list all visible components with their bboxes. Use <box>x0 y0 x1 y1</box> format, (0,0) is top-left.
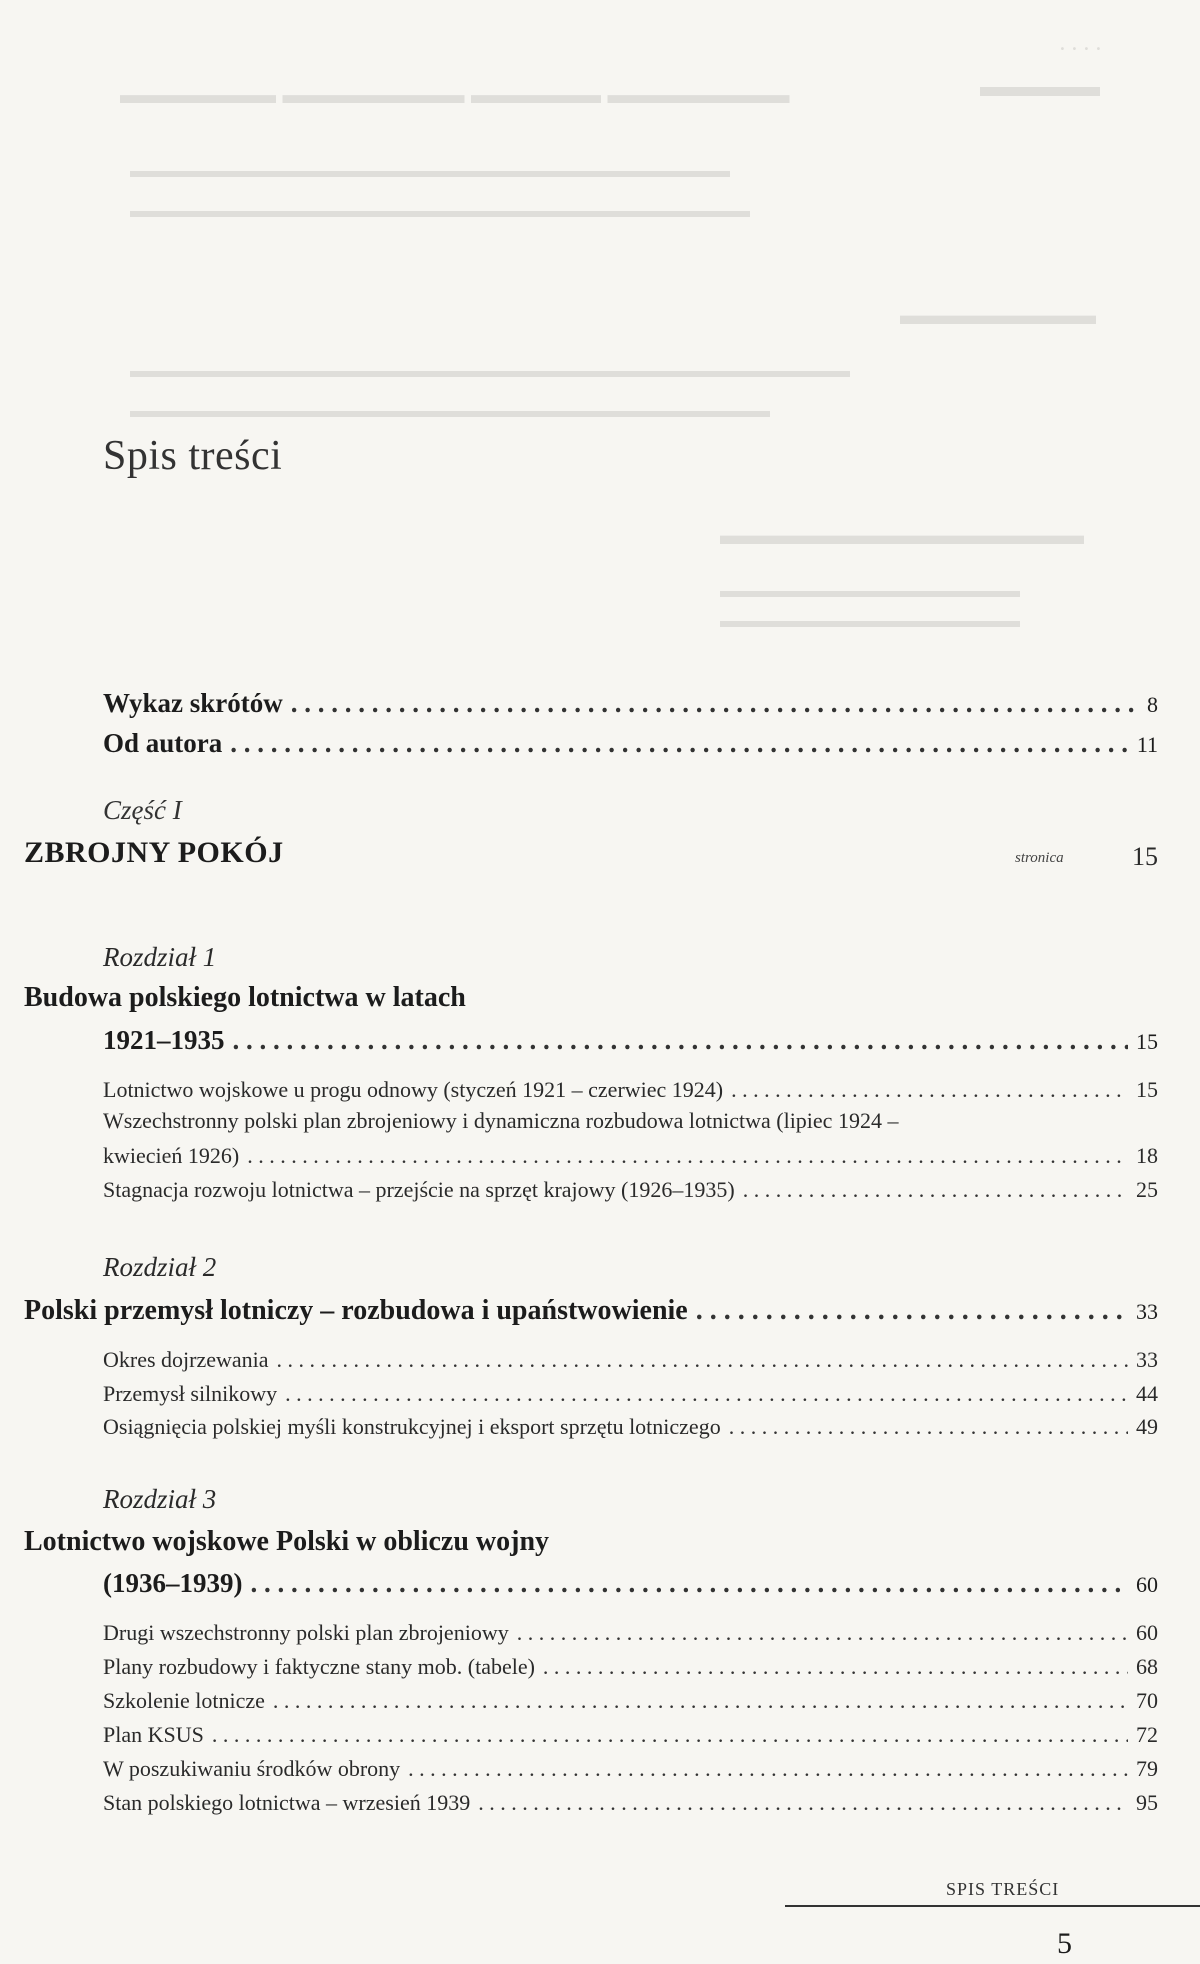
toc-section[interactable] <box>103 1722 1158 1748</box>
dot-leader <box>291 688 1139 719</box>
dot-leader <box>729 1414 1128 1440</box>
section-label: Osiągnięcia polskiej myśli konstrukcyjnej i eksport sprzętu lotniczego <box>103 1414 721 1439</box>
part-page: 15 <box>1132 842 1158 871</box>
section-label: Lotnictwo wojskowe u progu odnowy (styczeń 1921 – czerwiec 1924) <box>103 1077 724 1102</box>
dot-leader <box>247 1143 1128 1169</box>
show-through-background: . . . . ▬▬▬▬ ▬▬▬▬▬▬ ▬▬▬▬▬▬▬ ▬▬▬▬▬ ▬▬▬▬▬▬▬ ▬▬▬▬▬▬▬▬▬▬▬▬▬▬▬▬▬▬▬▬▬▬▬▬▬▬▬▬▬▬ ▬▬▬▬▬▬▬▬▬▬▬▬▬▬▬▬▬▬▬▬▬▬▬▬▬▬▬▬▬▬▬ ▬▬▬▬▬▬▬ ▬▬▬▬▬▬▬▬▬▬▬▬▬▬▬▬▬▬▬▬▬▬▬▬▬▬▬▬▬▬▬▬▬▬▬▬ ▬▬▬▬▬▬▬▬▬▬▬▬▬▬▬▬▬▬▬▬▬▬▬▬▬▬▬▬▬▬▬▬ ▬▬▬▬▬▬▬▬▬▬▬▬▬ ▬▬▬▬▬▬▬▬▬▬▬▬▬▬▬ ▬▬▬▬▬▬▬▬▬▬▬▬▬▬▬ <box>120 30 1102 632</box>
toc-section[interactable] <box>103 1414 1158 1440</box>
toc-section[interactable] <box>103 1143 1158 1169</box>
section-label: Przemysł silnikowy <box>103 1381 278 1406</box>
page-title: Spis treści <box>103 433 283 479</box>
section-label: Okres dojrzewania <box>103 1347 269 1372</box>
chapter-title[interactable] <box>24 1295 1158 1327</box>
section-page: 49 <box>1136 1414 1158 1439</box>
section-label: Szkolenie lotnicze <box>103 1688 265 1713</box>
section-page: 33 <box>1136 1347 1158 1372</box>
chapter-title[interactable]: Lotnictwo wojskowe Polski w obliczu wojny <box>24 1526 550 1557</box>
running-footer: SPIS TREŚCI <box>946 1879 1060 1899</box>
section-label-line1[interactable]: Wszechstronny polski plan zbrojeniowy i dynamiczna rozbudowa lotnictwa (lipiec 1924 – <box>103 1108 899 1133</box>
toc-entry-label: Od autora <box>103 728 223 758</box>
section-page: 18 <box>1136 1143 1158 1168</box>
footer-rule <box>785 1905 1200 1907</box>
dot-leader <box>696 1295 1128 1327</box>
chapter-page: 33 <box>1136 1299 1158 1324</box>
toc-section[interactable] <box>103 1620 1158 1646</box>
section-label: Plan KSUS <box>103 1722 204 1747</box>
chapter-title-line1: Polski przemysł lotniczy – rozbudowa i upaństwowienie <box>24 1295 688 1326</box>
dot-leader <box>743 1177 1128 1203</box>
toc-section[interactable] <box>103 1654 1158 1680</box>
section-label: kwiecień 1926) <box>103 1143 240 1168</box>
section-page: 25 <box>1136 1177 1158 1202</box>
chapter-page: 15 <box>1136 1029 1158 1054</box>
chapter-title-continued[interactable] <box>103 1568 1158 1599</box>
dot-leader <box>478 1790 1128 1816</box>
page-column-label: stronica <box>1015 850 1064 866</box>
dot-leader <box>731 1077 1128 1103</box>
chapter-label: Rozdział 2 <box>103 1252 217 1282</box>
section-page: 68 <box>1136 1654 1158 1679</box>
toc-entry-page: 11 <box>1136 732 1158 757</box>
dot-leader <box>517 1620 1128 1646</box>
toc-section[interactable] <box>103 1756 1158 1782</box>
toc-entry-label: Wykaz skrótów <box>103 688 283 718</box>
dot-leader <box>273 1688 1128 1714</box>
chapter-title-line2: (1936–1939) <box>103 1568 243 1598</box>
section-page: 15 <box>1136 1077 1158 1102</box>
toc-entry-preface[interactable] <box>103 728 1158 759</box>
section-label: Stagnacja rozwoju lotnictwa – przejście na sprzęt krajowy (1926–1935) <box>103 1177 735 1202</box>
chapter-title[interactable]: Budowa polskiego lotnictwa w latach <box>24 982 466 1013</box>
section-page: 44 <box>1136 1381 1158 1406</box>
toc-section[interactable] <box>103 1381 1158 1407</box>
section-page: 79 <box>1136 1756 1158 1781</box>
toc-section[interactable] <box>103 1077 1158 1103</box>
section-page: 70 <box>1136 1688 1158 1713</box>
chapter-title-continued[interactable] <box>103 1025 1158 1056</box>
chapter-title-line2: 1921–1935 <box>103 1025 225 1055</box>
toc-entry-page: 8 <box>1147 692 1158 717</box>
section-page: 95 <box>1136 1790 1158 1815</box>
dot-leader <box>408 1756 1128 1782</box>
section-label: Stan polskiego lotnictwa – wrzesień 1939 <box>103 1790 471 1815</box>
chapter-page: 60 <box>1136 1572 1158 1597</box>
dot-leader <box>543 1654 1128 1680</box>
section-page: 60 <box>1136 1620 1158 1645</box>
section-page: 72 <box>1136 1722 1158 1747</box>
page-number: 5 <box>1057 1927 1072 1960</box>
toc-section[interactable] <box>103 1177 1158 1203</box>
toc-entry-abbreviations[interactable] <box>103 688 1158 719</box>
toc-section[interactable] <box>103 1347 1158 1373</box>
dot-leader <box>212 1722 1128 1748</box>
toc-section[interactable] <box>103 1790 1158 1816</box>
toc-section[interactable] <box>103 1688 1158 1714</box>
dot-leader <box>277 1347 1128 1373</box>
chapter-label: Rozdział 1 <box>103 942 217 972</box>
dot-leader <box>233 1025 1129 1056</box>
part-label: Część I <box>103 795 182 825</box>
section-label: W poszukiwaniu środków obrony <box>103 1756 401 1781</box>
dot-leader <box>285 1381 1128 1407</box>
chapter-label: Rozdział 3 <box>103 1484 217 1514</box>
section-label: Drugi wszechstronny polski plan zbrojeniowy <box>103 1620 509 1645</box>
dot-leader <box>250 1568 1128 1599</box>
part-title[interactable]: ZBROJNY POKÓJ <box>24 836 284 869</box>
dot-leader <box>230 728 1129 759</box>
section-label: Plany rozbudowy i faktyczne stany mob. (tabele) <box>103 1654 535 1679</box>
